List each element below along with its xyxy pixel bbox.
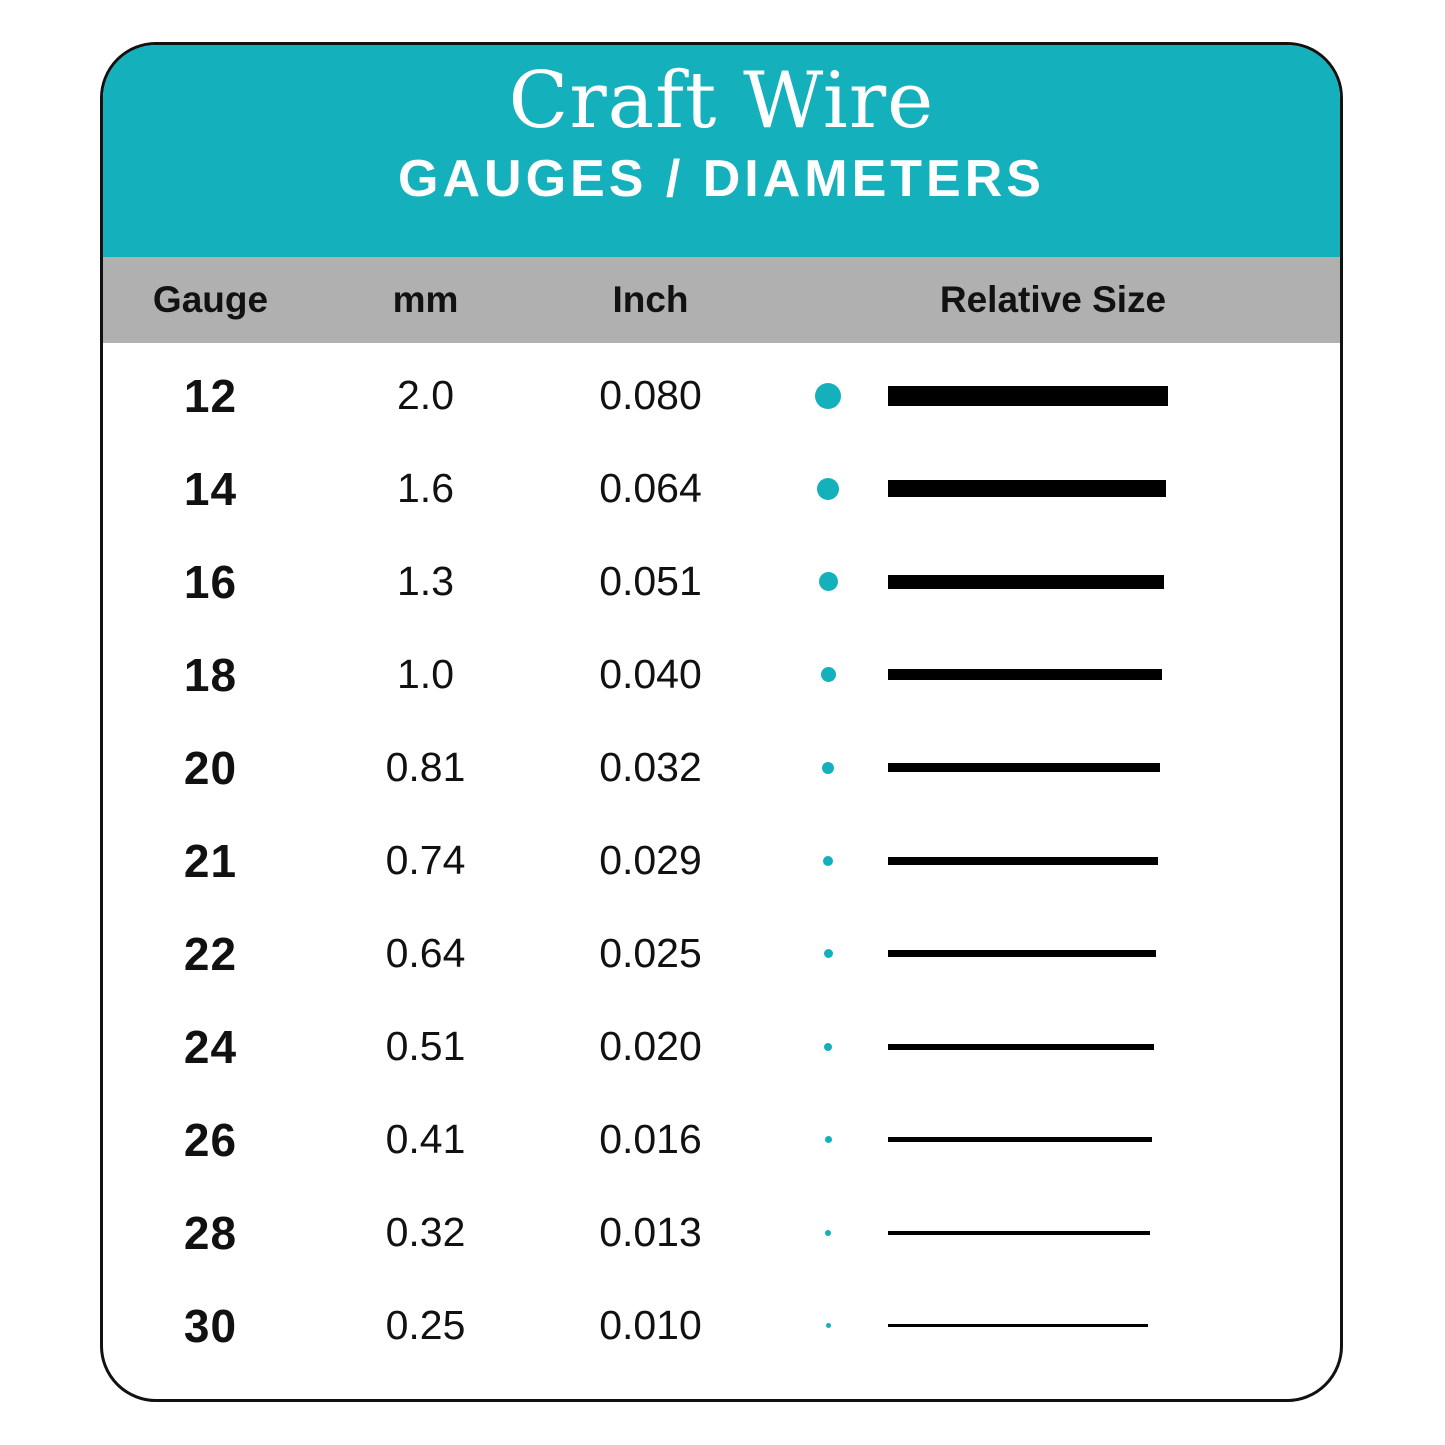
cell-relative-size: [768, 667, 1338, 682]
cell-inch: 0.029: [599, 837, 702, 883]
cell-inch: 0.016: [599, 1116, 702, 1162]
cell-mm: 0.81: [385, 744, 466, 790]
cell-inch: 0.013: [599, 1209, 702, 1255]
wire-cross-section-dot: [824, 949, 833, 958]
cell-mm: 0.51: [385, 1023, 466, 1069]
wire-length-bar: [888, 1044, 1154, 1050]
wire-length-bar: [888, 1137, 1152, 1142]
wire-cross-section-dot-wrap: [768, 1043, 888, 1051]
table-row: [103, 814, 1340, 907]
cell-inch: 0.080: [599, 372, 702, 418]
table-row: [103, 1093, 1340, 1186]
wire-cross-section-dot-wrap: [768, 1136, 888, 1143]
wire-cross-section-dot: [823, 856, 833, 866]
cell-gauge: 26: [183, 1113, 238, 1166]
cell-inch: 0.051: [599, 558, 702, 604]
wire-cross-section-dot-wrap: [768, 1323, 888, 1328]
cell-gauge: 18: [183, 648, 238, 701]
wire-cross-section-dot-wrap: [768, 572, 888, 591]
wire-cross-section-dot: [826, 1323, 831, 1328]
wire-length-bar: [888, 763, 1160, 772]
wire-cross-section-dot: [825, 1136, 832, 1143]
wire-cross-section-dot-wrap: [768, 856, 888, 866]
table-row: [103, 1279, 1340, 1372]
wire-cross-section-dot-wrap: [768, 478, 888, 500]
table-row: [103, 907, 1340, 1000]
wire-cross-section-dot: [819, 572, 838, 591]
table-row: [103, 442, 1340, 535]
wire-length-bar: [888, 1231, 1150, 1235]
wire-length-bar-wrap: [888, 480, 1338, 497]
table-row: [103, 1186, 1340, 1279]
wire-length-bar: [888, 950, 1156, 957]
cell-mm: 1.3: [397, 558, 454, 604]
wire-cross-section-dot-wrap: [768, 1230, 888, 1236]
cell-gauge: 24: [183, 1020, 238, 1073]
wire-length-bar-wrap: [888, 1044, 1338, 1050]
wire-length-bar-wrap: [888, 669, 1338, 680]
wire-cross-section-dot-wrap: [768, 383, 888, 409]
wire-length-bar-wrap: [888, 1324, 1338, 1327]
column-header-gauge: Gauge: [152, 279, 269, 320]
cell-gauge: 30: [183, 1299, 238, 1352]
cell-gauge: 14: [183, 462, 238, 515]
wire-length-bar: [888, 1324, 1148, 1327]
wire-cross-section-dot-wrap: [768, 762, 888, 774]
wire-length-bar: [888, 480, 1166, 497]
cell-gauge: 22: [183, 927, 238, 980]
table-row: [103, 1000, 1340, 1093]
column-header-inch: Inch: [612, 279, 689, 320]
cell-inch: 0.020: [599, 1023, 702, 1069]
card-header: [103, 45, 1340, 257]
wire-length-bar: [888, 386, 1168, 406]
table-row: [103, 535, 1340, 628]
cell-relative-size: [768, 572, 1338, 591]
cell-mm: 0.64: [385, 930, 466, 976]
table-body: [103, 343, 1340, 1372]
page-subtitle: GAUGES / DIAMETERS: [398, 149, 1045, 208]
cell-relative-size: [768, 856, 1338, 866]
cell-gauge: 16: [183, 555, 238, 608]
cell-gauge: 20: [183, 741, 238, 794]
wire-length-bar-wrap: [888, 950, 1338, 957]
table-header-row: [103, 257, 1340, 343]
cell-relative-size: [768, 1136, 1338, 1143]
cell-inch: 0.010: [599, 1302, 702, 1348]
table-row: [103, 721, 1340, 814]
cell-mm: 0.25: [385, 1302, 466, 1348]
cell-gauge: 12: [183, 369, 238, 422]
cell-relative-size: [768, 949, 1338, 958]
cell-relative-size: [768, 1043, 1338, 1051]
cell-mm: 0.74: [385, 837, 466, 883]
cell-relative-size: [768, 383, 1338, 409]
table-row: [103, 349, 1340, 442]
wire-cross-section-dot: [824, 1043, 832, 1051]
cell-gauge: 28: [183, 1206, 238, 1259]
cell-mm: 0.41: [385, 1116, 466, 1162]
wire-length-bar-wrap: [888, 386, 1338, 406]
wire-length-bar-wrap: [888, 1231, 1338, 1235]
column-header-relative-size: Relative Size: [939, 279, 1167, 320]
wire-length-bar-wrap: [888, 857, 1338, 865]
wire-cross-section-dot: [817, 478, 839, 500]
cell-inch: 0.040: [599, 651, 702, 697]
wire-gauge-card: [100, 42, 1343, 1402]
column-header-mm: mm: [392, 279, 459, 320]
cell-relative-size: [768, 478, 1338, 500]
wire-length-bar-wrap: [888, 763, 1338, 772]
wire-length-bar: [888, 575, 1164, 589]
cell-relative-size: [768, 762, 1338, 774]
cell-mm: 0.32: [385, 1209, 466, 1255]
wire-cross-section-dot: [825, 1230, 831, 1236]
wire-cross-section-dot-wrap: [768, 949, 888, 958]
cell-mm: 2.0: [397, 372, 454, 418]
table-row: [103, 628, 1340, 721]
wire-cross-section-dot: [822, 762, 834, 774]
wire-cross-section-dot-wrap: [768, 667, 888, 682]
cell-inch: 0.064: [599, 465, 702, 511]
wire-length-bar-wrap: [888, 575, 1338, 589]
cell-mm: 1.0: [397, 651, 454, 697]
wire-length-bar-wrap: [888, 1137, 1338, 1142]
page-title: Craft Wire: [508, 56, 935, 146]
cell-mm: 1.6: [397, 465, 454, 511]
cell-inch: 0.032: [599, 744, 702, 790]
cell-relative-size: [768, 1230, 1338, 1236]
cell-inch: 0.025: [599, 930, 702, 976]
cell-gauge: 21: [183, 834, 238, 887]
wire-cross-section-dot: [815, 383, 841, 409]
wire-cross-section-dot: [821, 667, 836, 682]
cell-relative-size: [768, 1323, 1338, 1328]
wire-length-bar: [888, 669, 1162, 680]
wire-length-bar: [888, 857, 1158, 865]
